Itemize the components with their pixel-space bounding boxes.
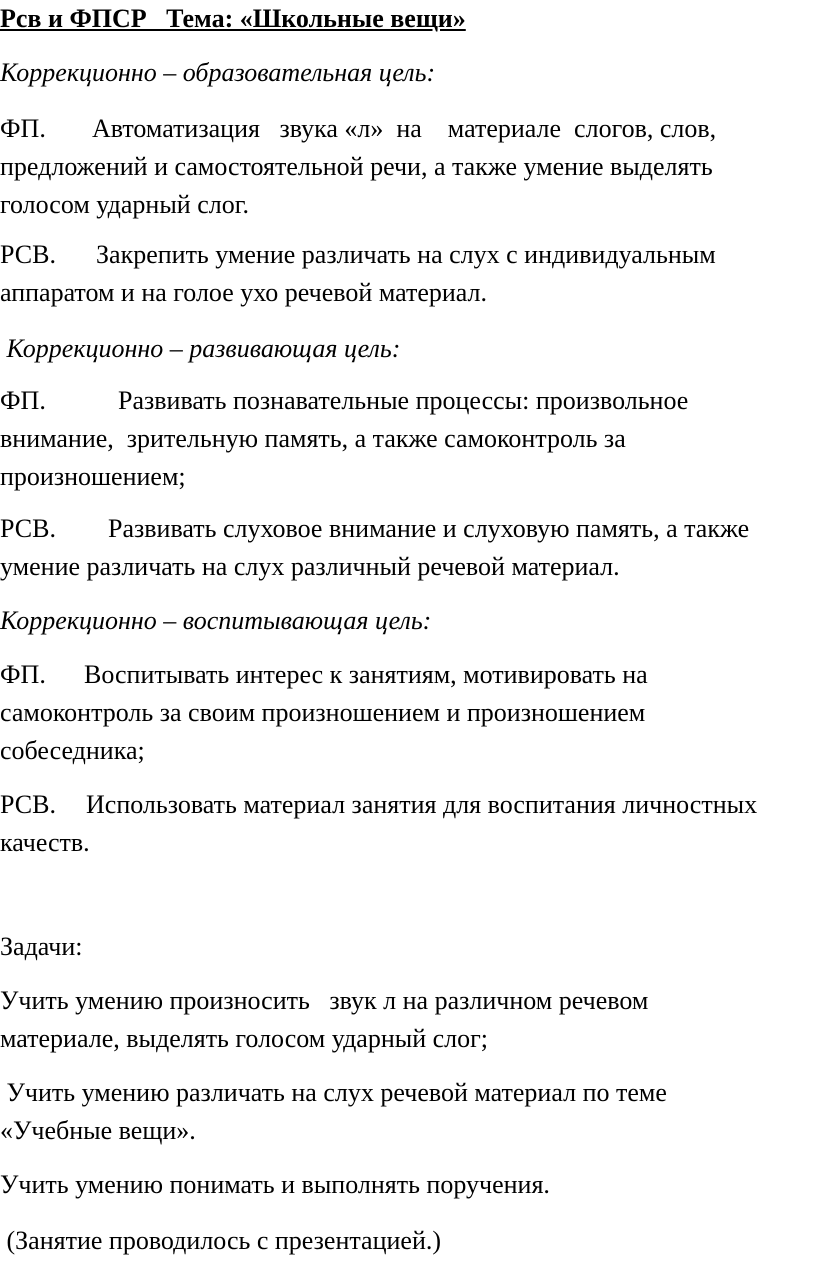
goal-heading-upbringing: Коррекционно – воспитывающая цель: — [0, 606, 432, 635]
item-label: ФП. — [0, 114, 46, 143]
item-text-line: умение различать на слух различный речевой материал. — [0, 552, 620, 581]
item-text-line: Развивать слуховое внимание и слуховую память, а также — [108, 514, 750, 543]
tasks-heading: Задачи: — [0, 932, 83, 961]
item-text-line: предложений и самостоятельной речи, а также умение выделять — [0, 152, 713, 181]
item-label: ФП. — [0, 660, 46, 689]
item-label: РСВ. — [0, 240, 56, 269]
task-line: «Учебные вещи». — [0, 1116, 196, 1145]
item-text-line: самоконтроль за своим произношением и произношением — [0, 698, 646, 727]
item-text-line: качеств. — [0, 828, 90, 857]
task-line: Учить умению понимать и выполнять поручения. — [0, 1170, 550, 1199]
task-line: Учить умению произносить звук л на различном речевом — [0, 986, 649, 1015]
task-line: Учить умению различать на слух речевой материал по теме — [0, 1078, 667, 1107]
presentation-note: (Занятие проводилось с презентацией.) — [0, 1226, 442, 1255]
item-label: РСВ. — [0, 514, 56, 543]
item-text-line: голосом ударный слог. — [0, 190, 249, 219]
item-text-line: собеседника; — [0, 736, 145, 765]
item-text-line: Закрепить умение различать на слух с индивидуальным — [96, 240, 716, 269]
document-title: Рсв и ФПСР Тема: «Школьные вещи» — [0, 4, 466, 33]
item-text-line: аппаратом и на голое ухо речевой материал. — [0, 278, 488, 307]
task-line: материале, выделять голосом ударный слог; — [0, 1024, 489, 1053]
item-text-line: произношением; — [0, 462, 186, 491]
item-text-line: внимание, зрительную память, а также самоконтроль за — [0, 424, 626, 453]
item-label: ФП. — [0, 386, 46, 415]
item-text-line: Использовать материал занятия для воспитания личностных — [86, 790, 758, 819]
goal-heading-educational: Коррекционно – образовательная цель: — [0, 58, 436, 87]
item-text-line: Автоматизация звука «л» на материале слогов, слов, — [92, 114, 717, 143]
item-text-line: Развивать познавательные процессы: произвольное — [118, 386, 689, 415]
item-label: РСВ. — [0, 790, 56, 819]
goal-heading-developmental: Коррекционно – развивающая цель: — [0, 334, 401, 363]
item-text-line: Воспитывать интерес к занятиям, мотивировать на — [84, 660, 648, 689]
